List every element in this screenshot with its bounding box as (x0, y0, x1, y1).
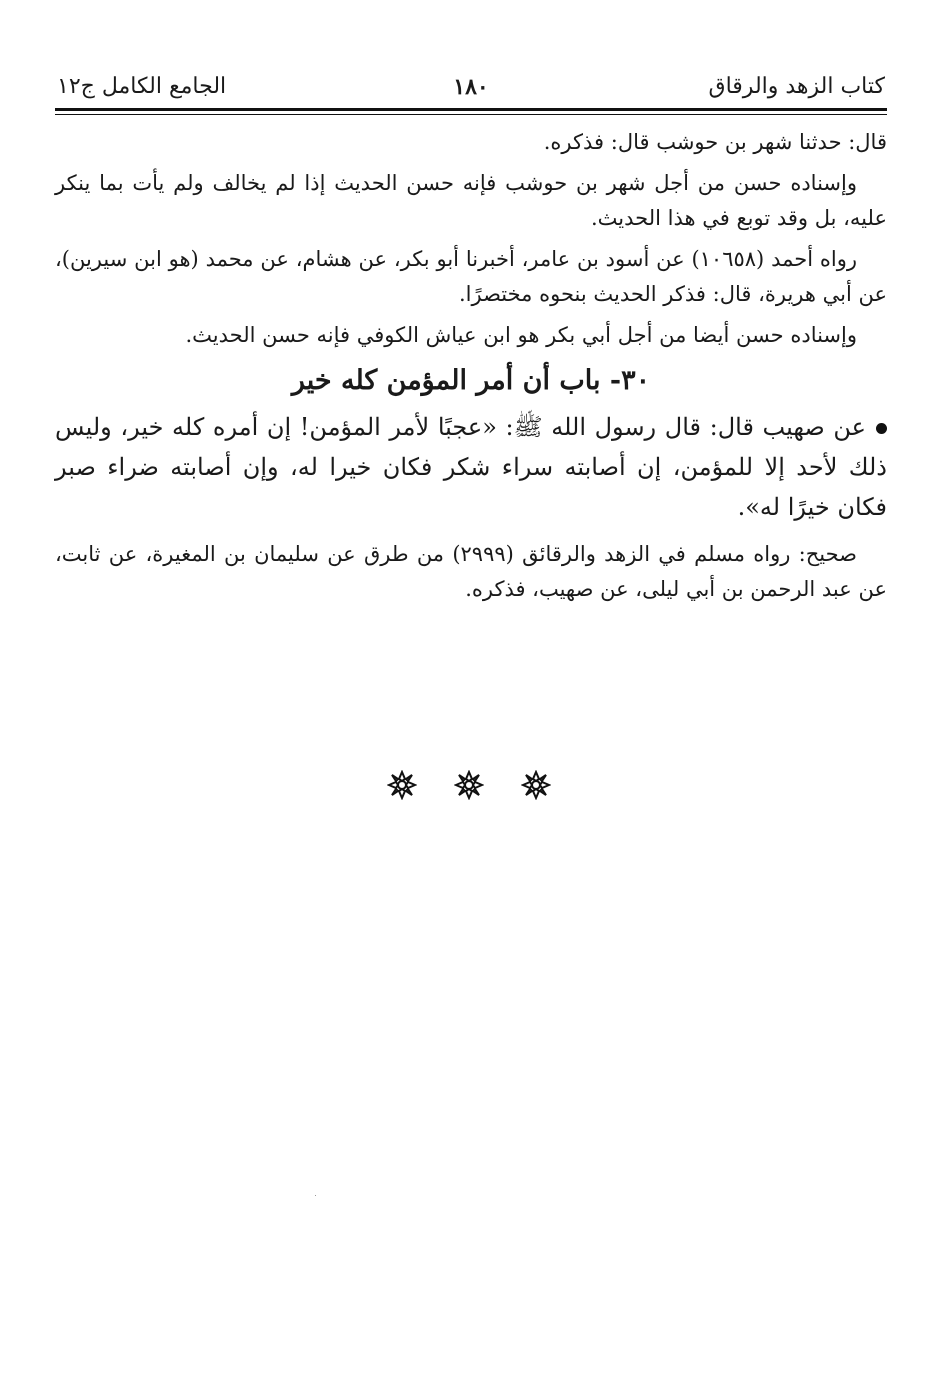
paragraph-narration-ahmad: رواه أحمد (١٠٦٥٨) عن أسود بن عامر، أخبرنا أبو بكر، عن هشام، عن محمد (هو ابن سيرين)، عن أبي هريرة، قال: فذكر الحديث بنحوه مختصرًا. (55, 247, 887, 306)
ornament-row (0, 770, 938, 800)
header-volume: الجامع الكامل ج١٢ (57, 74, 227, 99)
paragraph-takhrij: صحيح: رواه مسلم في الزهد والرقائق (٢٩٩٩) من طرق عن سليمان بن المغيرة، عن ثابت، عن عبد الرحمن بن أبي ليلى، عن صهيب، فذكره. (55, 542, 887, 601)
bullet-icon (876, 423, 887, 434)
header-rule-thin (55, 114, 887, 115)
paragraph-grading-2: وإسناده حسن أيضا من أجل أبي بكر هو ابن عياش الكوفي فإنه حسن الحديث. (185, 323, 857, 347)
page-number: ١٨٠ (453, 74, 489, 100)
chapter-title: ٣٠- باب أن أمر المؤمن كله خير (291, 365, 651, 396)
paragraph-chain: قال: حدثنا شهر بن حوشب قال: فذكره. (543, 130, 887, 154)
paragraph-grading-1: وإسناده حسن من أجل شهر بن حوشب فإنه حسن الحديث إذا لم يخالف ولم يأت بما ينكر عليه، بل وقد توبع في هذا الحديث. (55, 171, 887, 230)
flower-ornament-icon (387, 770, 417, 800)
header-book-section: كتاب الزهد والرقاق (708, 74, 885, 99)
running-header (55, 60, 887, 108)
flower-ornament-icon (521, 770, 551, 800)
flower-ornament-icon (454, 770, 484, 800)
hadith-text-content: عن صهيب قال: قال رسول الله ﷺ: «عجبًا لأمر المؤمن! إن أمره كله خير، وليس ذلك لأحد إلا للمؤمن، إن أصابته سراء شكر فكان خيرا له، وإن أصابته ضراء صبر فكان خيرًا له». (55, 413, 887, 521)
scan-speck (315, 1195, 316, 1196)
body-text (55, 125, 887, 607)
hadith-text (55, 407, 887, 527)
header-rule-thick (55, 108, 887, 111)
page (55, 60, 887, 613)
